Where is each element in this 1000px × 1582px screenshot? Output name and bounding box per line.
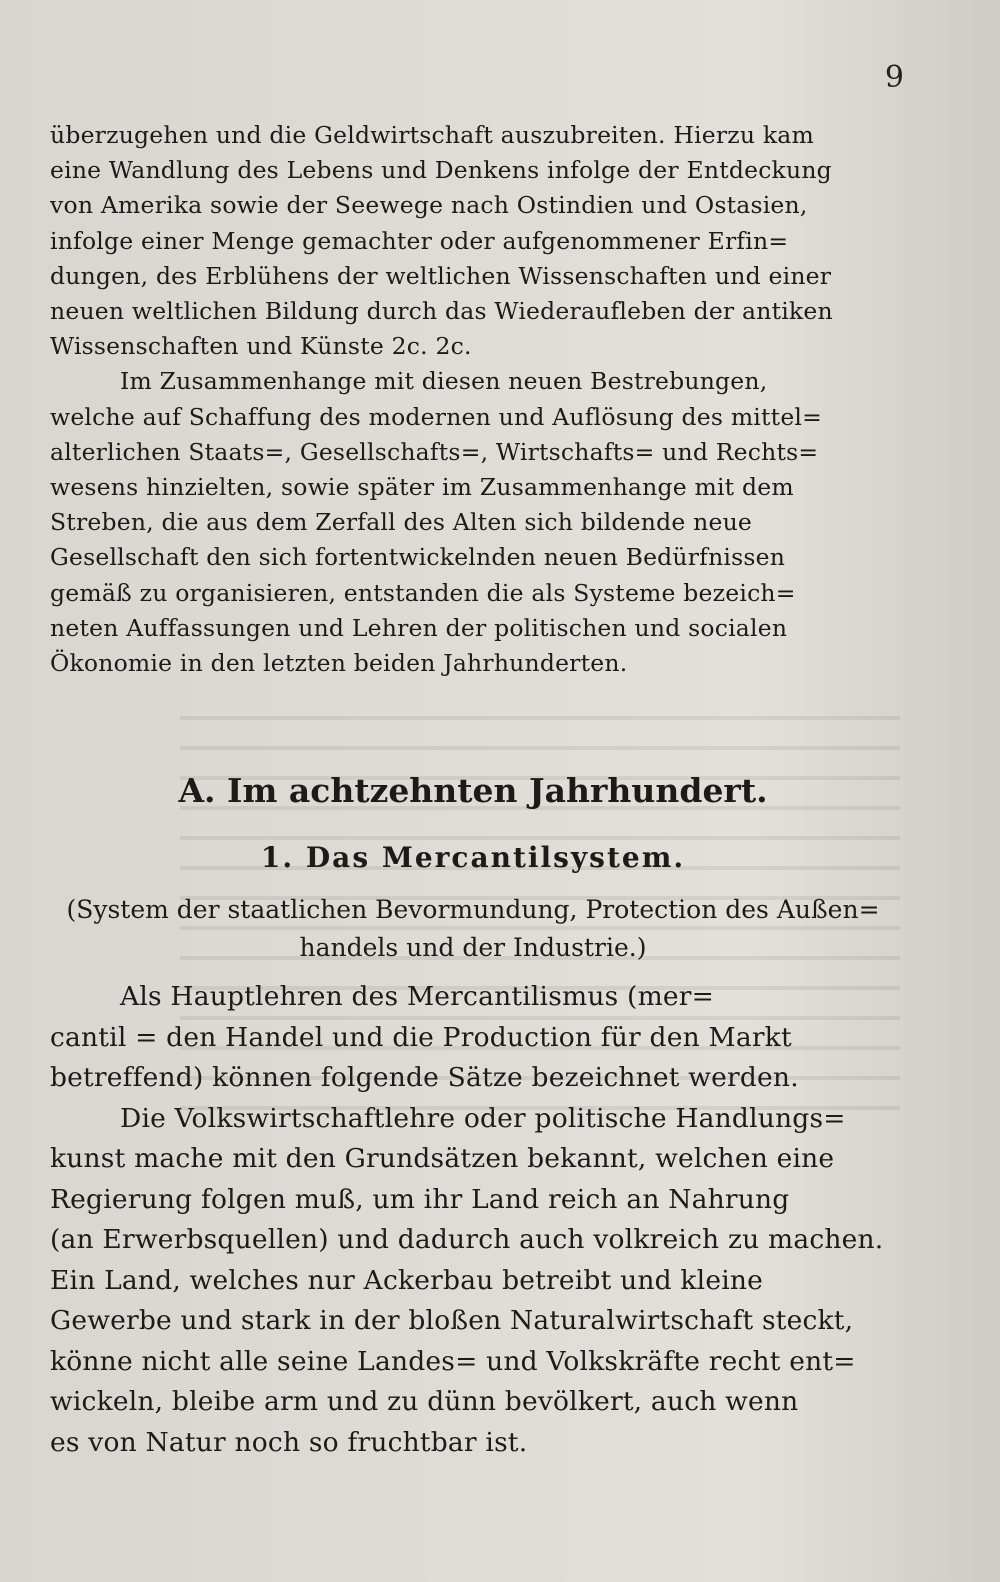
text-line: infolge einer Menge gemachter oder aufgenommener Erfin=: [50, 226, 789, 255]
text-line: Ein Land, welches nur Ackerbau betreibt und kleine: [50, 1264, 764, 1296]
text-line: überzugehen und die Geldwirtschaft auszubreiten. Hierzu kam: [50, 121, 814, 149]
text-line: gemäß zu organisieren, entstanden die als Systeme bezeich=: [50, 578, 796, 607]
text-line: Im Zusammenhange mit diesen neuen Bestrebungen,: [120, 367, 768, 396]
text-line: Die Volkswirtschaftlehre oder politische Handlungs=: [120, 1102, 846, 1134]
page-text: [50, 118, 896, 1463]
text-line: alterlichen Staats=, Gesellschafts=, Wirtschafts= und Rechts=: [50, 437, 819, 466]
text-line: betreffend) können folgende Sätze bezeichnet werden.: [50, 1062, 799, 1094]
subtitle-line: (System der staatlichen Bevormundung, Protection des Außen=: [66, 895, 880, 925]
text-line: Ökonomie in den letzten beiden Jahrhunderten.: [50, 649, 628, 678]
text-line: neuen weltlichen Bildung durch das Wiederaufleben der antiken: [50, 297, 833, 326]
paragraph-3: [50, 977, 896, 1099]
paragraph-1: [50, 118, 896, 364]
page-number: 9: [884, 60, 904, 95]
text-line: von Amerika sowie der Seewege nach Ostindien und Ostasien,: [50, 191, 808, 220]
section-heading: A. Im achtzehnten Jahrhundert.: [178, 771, 768, 811]
text-line: Regierung folgen muß, um ihr Land reich an Nahrung: [50, 1183, 790, 1215]
text-line: es von Natur noch so fruchtbar ist.: [50, 1426, 528, 1458]
text-line: kunst mache mit den Grundsätzen bekannt, welchen eine: [50, 1143, 835, 1175]
text-line: Gewerbe und stark in der bloßen Naturalwirtschaft steckt,: [50, 1305, 854, 1337]
subsection-subtitle: [50, 891, 896, 967]
paragraph-2: [50, 364, 896, 681]
subsection-heading: 1. Das Mercantilsystem.: [260, 841, 686, 875]
text-line: Streben, die aus dem Zerfall des Alten sich bildende neue: [50, 508, 753, 537]
text-line: (an Erwerbsquellen) und dadurch auch volkreich zu machen.: [50, 1224, 884, 1256]
subtitle-line: handels und der Industrie.): [299, 933, 647, 963]
text-line: neten Auffassungen und Lehren der politischen und socialen: [50, 613, 788, 642]
text-line: Gesellschaft den sich fortentwickelnden neuen Bedürfnissen: [50, 543, 786, 572]
text-line: welche auf Schaffung des modernen und Auflösung des mittel=: [50, 402, 823, 431]
text-line: Wissenschaften und Künste 2c. 2c.: [50, 332, 472, 361]
text-line: könne nicht alle seine Landes= und Volkskräfte recht ent=: [50, 1345, 856, 1377]
text-line: dungen, des Erblühens der weltlichen Wissenschaften und einer: [50, 261, 832, 290]
text-line: eine Wandlung des Lebens und Denkens infolge der Entdeckung: [50, 156, 832, 185]
text-line: wesens hinzielten, sowie später im Zusammenhange mit dem: [50, 473, 794, 502]
text-line: wickeln, bleibe arm und zu dünn bevölkert, auch wenn: [50, 1386, 799, 1418]
paragraph-4: [50, 1099, 896, 1464]
text-line: Als Hauptlehren des Mercantilismus (mer=: [120, 981, 715, 1013]
text-line: cantil = den Handel und die Production für den Markt: [50, 1021, 792, 1053]
